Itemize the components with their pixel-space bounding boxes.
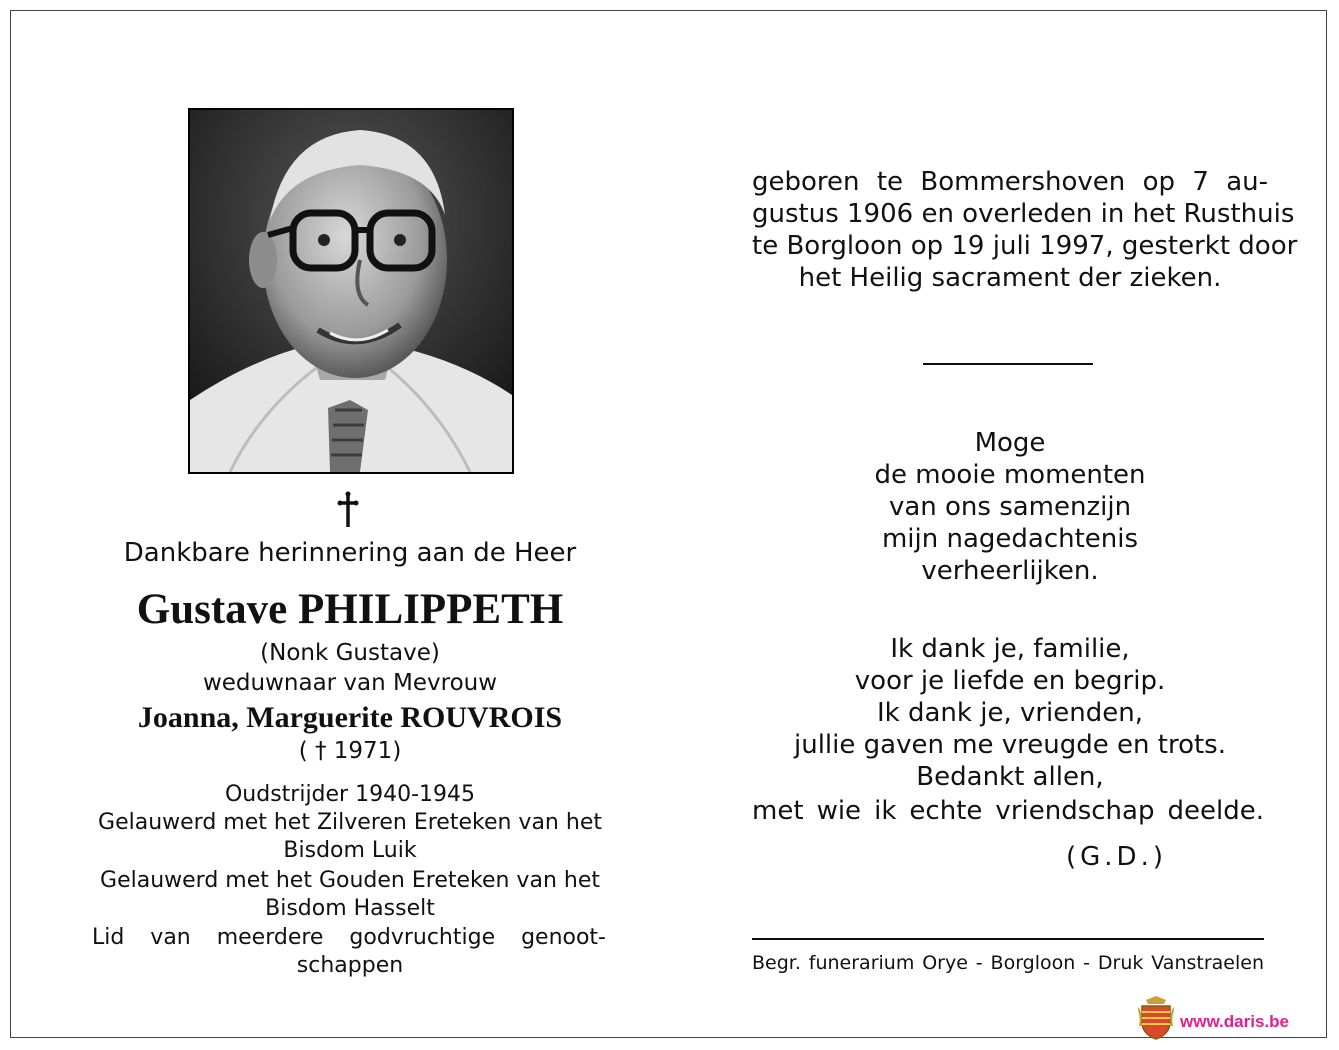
poem-line: de mooie momenten — [874, 460, 1146, 490]
poem-line: Bedankt allen, — [916, 762, 1104, 792]
divider-short — [923, 363, 1093, 365]
honor-silver-line2: Bisdom Luik — [283, 838, 417, 863]
poem-line: Ik dank je, vrienden, — [877, 698, 1143, 728]
poem-line: Ik dank je, familie, — [890, 634, 1130, 664]
military-service: Oudstrijder 1940-1945 — [224, 782, 476, 807]
widower-text: weduwnaar van Mevrouw — [202, 670, 498, 696]
latin-cross-icon — [333, 490, 363, 530]
bio-line: het Heilig sacrament der zieken. — [798, 263, 1222, 293]
poem-line: Moge — [974, 428, 1046, 458]
honor-silver-line1: Gelauwerd met het Zilveren Ereteken van het — [98, 810, 602, 835]
nickname: (Nonk Gustave) — [260, 640, 440, 666]
watermark — [1134, 996, 1334, 1044]
honor-gold-line1: Gelauwerd met het Gouden Ereteken van het — [100, 868, 600, 893]
poem-line: verheerlijken. — [921, 556, 1099, 586]
membership-line1: Lid van meerdere godvruchtige genoot- — [92, 925, 606, 950]
watermark-url[interactable]: www.daris.be — [1180, 1012, 1289, 1031]
bio-line: gustus 1906 en overleden in het Rusthuis — [752, 199, 1295, 229]
spouse-death-year: ( † 1971) — [298, 738, 402, 764]
poem-last-line: met wie ik echte vriendschap deelde. — [752, 796, 1264, 826]
bio-line: geboren te Bommershoven op 7 au- — [752, 167, 1268, 197]
biography — [752, 166, 1298, 294]
divider-long — [752, 938, 1264, 940]
poem-line: jullie gaven me vreugde en trots. — [794, 730, 1226, 760]
membership-line2: schappen — [296, 953, 404, 978]
spouse-name: Joanna, Marguerite ROUVROIS — [137, 701, 563, 734]
honor-gold-line2: Bisdom Hasselt — [265, 896, 435, 921]
deceased-name: Gustave PHILIPPETH — [136, 586, 564, 633]
printer-credit: Begr. funerarium Orye - Borgloon - Druk Vanstraelen — [752, 952, 1264, 974]
poem-line: van ons samenzijn — [888, 492, 1132, 522]
bio-line: te Borgloon op 19 juli 1997, gesterkt door — [752, 231, 1298, 261]
author-initials: (G.D.) — [1066, 842, 1167, 872]
intro-text: Dankbare herinnering aan de Heer — [123, 538, 577, 568]
poem-line: mijn nagedachtenis — [881, 524, 1139, 554]
poem-verse-1 — [752, 427, 1268, 587]
poem-verse-2 — [752, 633, 1268, 793]
poem-line: voor je liefde en begrip. — [854, 666, 1166, 696]
portrait-photo — [188, 108, 514, 474]
heraldic-crest-icon — [1138, 996, 1174, 1040]
